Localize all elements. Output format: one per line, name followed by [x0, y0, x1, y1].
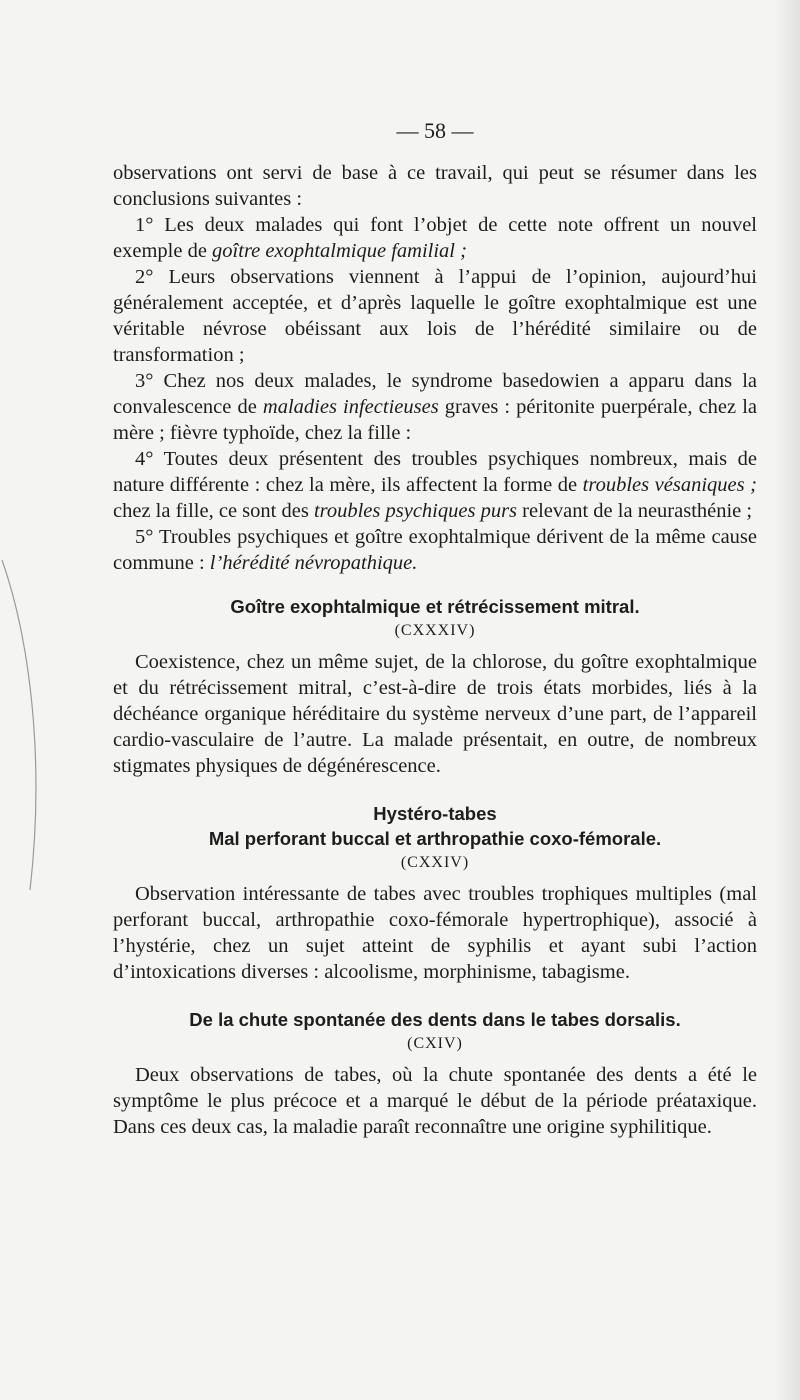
conclusion-5: 5° Troubles psychiques et goître exophtalmique dérivent de la même cause commune : l’hérédité névropathique. [113, 526, 757, 574]
page-edge-curve [0, 560, 60, 900]
section-reference: (CXXIV) [400, 854, 470, 871]
section-title: De la chute spontanée des dents dans le tabes dorsalis. [189, 1009, 681, 1030]
conclusion-2: 2° Leurs observations viennent à l’appui de l’opinion, aujourd’hui généralement acceptée, et d’après laquelle le goître exophtalmique est une véritable névrose obéissant aux lois de l’hérédité similaire ou de transformation ; [113, 266, 757, 366]
intro-paragraph: observations ont servi de base à ce travail, qui peut se résumer dans les conclusions suivantes : [113, 162, 757, 210]
section-goitre-mitral [113, 594, 757, 779]
conclusion-4: 4° Toutes deux présentent des troubles psychiques nombreux, mais de nature différente : chez la mère, ils affectent la forme de troubles vésaniques ; chez la fille, ce sont des troubles psychiques purs relevant de la neurasthénie ; [113, 448, 757, 522]
section-reference: (CXIV) [407, 1035, 463, 1052]
section-body: Deux observations de tabes, où la chute spontanée des dents a été le symptôme le plus précoce et a marqué le début de la période préataxique. Dans ces deux cas, la maladie paraît reconnaître une origine syphilitique. [113, 1064, 757, 1138]
section-title: Goître exophtalmique et rétrécissement mitral. [230, 596, 640, 617]
section-body: Coexistence, chez un même sujet, de la chlorose, du goître exophtalmique et du rétrécissement mitral, c’est-à-dire de trois états morbides, liés à la déchéance organique héréditaire du système nerveux d’une part, de l’appareil cardio-vasculaire de l’autre. La malade présentait, en outre, de nombreux stigmates physiques de dégénérescence. [113, 651, 757, 777]
section-title: Hystéro-tabes [373, 803, 497, 824]
section-hystero-tabes [113, 801, 757, 985]
section-reference: (CXXXIV) [394, 622, 476, 639]
section-chute-dents [113, 1007, 757, 1140]
page-number: — 58 — [396, 118, 474, 143]
conclusion-1: 1° Les deux malades qui font l’objet de cette note offrent un nouvel exemple de goître exophtalmique familial ; [113, 214, 757, 262]
section-body: Observation intéressante de tabes avec troubles trophiques multiples (mal perforant buccal, arthropathie coxo-fémorale hypertrophique), associé à l’hystérie, chez un sujet atteint de syphilis et ayant subi l’action d’intoxications diverses : alcoolisme, morphinisme, tabagisme. [113, 883, 757, 983]
conclusion-3: 3° Chez nos deux malades, le syndrome basedowien a apparu dans la convalescence de maladies infectieuses graves : péritonite puerpérale, chez la mère ; fièvre typhoïde, chez la fille : [113, 370, 758, 444]
document-page [113, 118, 757, 1140]
section-subtitle: Mal perforant buccal et arthropathie coxo-fémorale. [208, 828, 662, 849]
binding-shadow [774, 0, 800, 1400]
